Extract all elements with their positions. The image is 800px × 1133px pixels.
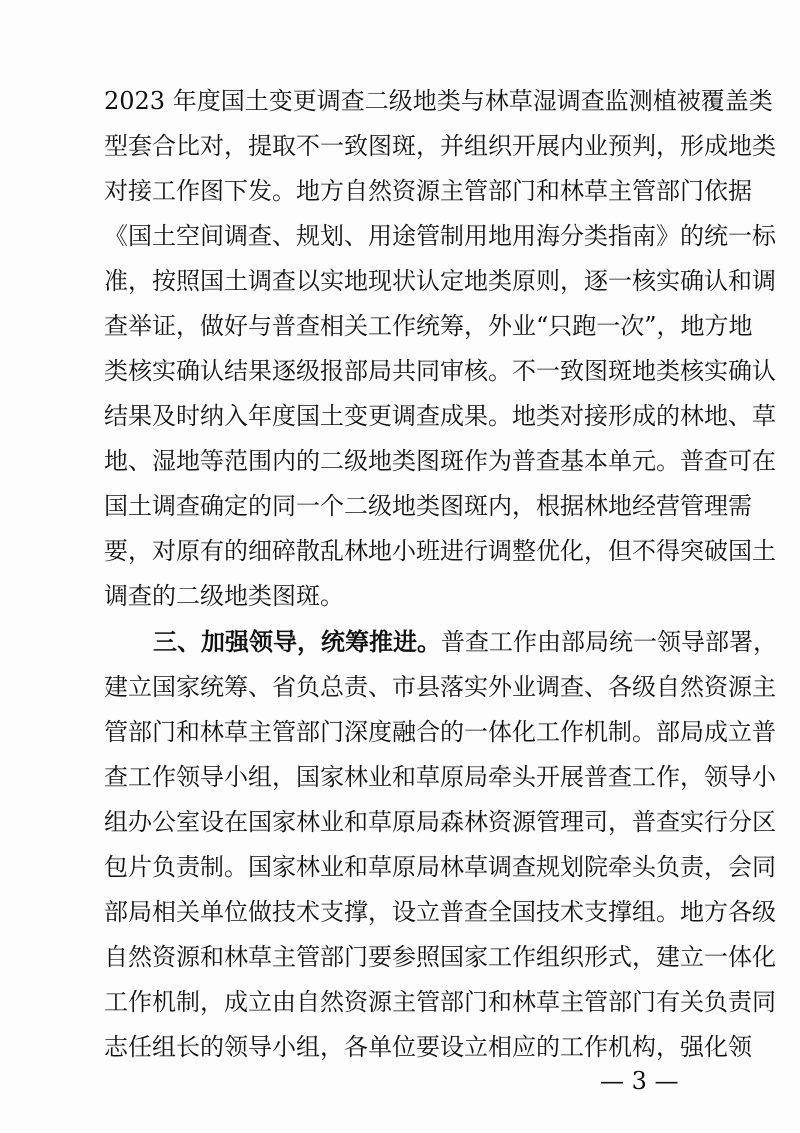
- paragraph-2-line-5: 组办公室设在国家林业和草原局森林资源管理司，普查实行分区: [104, 808, 776, 836]
- paragraph-2-line-4: 查工作领导小组，国家林业和草原局牵头开展普查工作，领导小: [104, 763, 776, 791]
- paragraph-1-line-10: 国土调查确定的同一个二级地类图斑内，根据林地经营管理需: [104, 492, 752, 520]
- paragraph-1-line-7: 类核实确认结果逐级报部局共同审核。不一致图斑地类核实确认: [104, 357, 776, 385]
- paragraph-1-line-5: 准，按照国土调查以实地现状认定地类原则，逐一核实确认和调: [104, 267, 776, 295]
- paragraph-2-first-line: [153, 627, 777, 657]
- paragraph-2-line-8: 自然资源和林草主管部门要参照国家工作组织形式，建立一体化: [104, 943, 776, 971]
- page-number: — 3 —: [600, 1067, 679, 1095]
- paragraph-1-line-12: 调查的二级地类图斑。: [104, 582, 344, 610]
- paragraph-1-line-11: 要，对原有的细碎散乱林地小班进行调整优化，但不得突破国土: [104, 537, 776, 565]
- paragraph-1-line-2: 型套合比对，提取不一致图斑，并组织开展内业预判，形成地类: [104, 132, 776, 160]
- paragraph-1-line-4: 《国土空间调查、规划、用途管制用地用海分类指南》的统一标: [104, 222, 776, 250]
- section-heading: 三、加强领导，统筹推进。: [153, 628, 441, 656]
- paragraph-2-line-2: 建立国家统筹、省负总责、市县落实外业调查、各级自然资源主: [104, 673, 776, 701]
- paragraph-2-line-3: 管部门和林草主管部门深度融合的一体化工作机制。部局成立普: [104, 718, 776, 746]
- paragraph-1-line-3: 对接工作图下发。地方自然资源主管部门和林草主管部门依据: [104, 177, 752, 205]
- paragraph-1-line-6: 查举证，做好与普查相关工作统筹，外业“只跑一次”，地方地: [104, 312, 753, 340]
- paragraph-2-line-7: 部局相关单位做技术支撑，设立普查全国技术支撑组。地方各级: [104, 898, 776, 926]
- paragraph-1-line-9: 地、湿地等范围内的二级地类图斑作为普查基本单元。普查可在: [104, 447, 776, 475]
- paragraph-2-line-6: 包片负责制。国家林业和草原局林草调查规划院牵头负责，会同: [104, 853, 776, 881]
- paragraph-1-line-8: 结果及时纳入年度国土变更调查成果。地类对接形成的林地、草: [104, 402, 776, 430]
- paragraph-2-first-line-text: 普查工作由部局统一领导部署，: [441, 628, 777, 656]
- paragraph-1-line-1: 2023 年度国土变更调查二级地类与林草湿调查监测植被覆盖类: [104, 87, 773, 115]
- paragraph-2-line-10: 志任组长的领导小组，各单位要设立相应的工作机构，强化领: [104, 1033, 752, 1061]
- paragraph-2-line-9: 工作机制，成立由自然资源主管部门和林草主管部门有关负责同: [104, 988, 776, 1016]
